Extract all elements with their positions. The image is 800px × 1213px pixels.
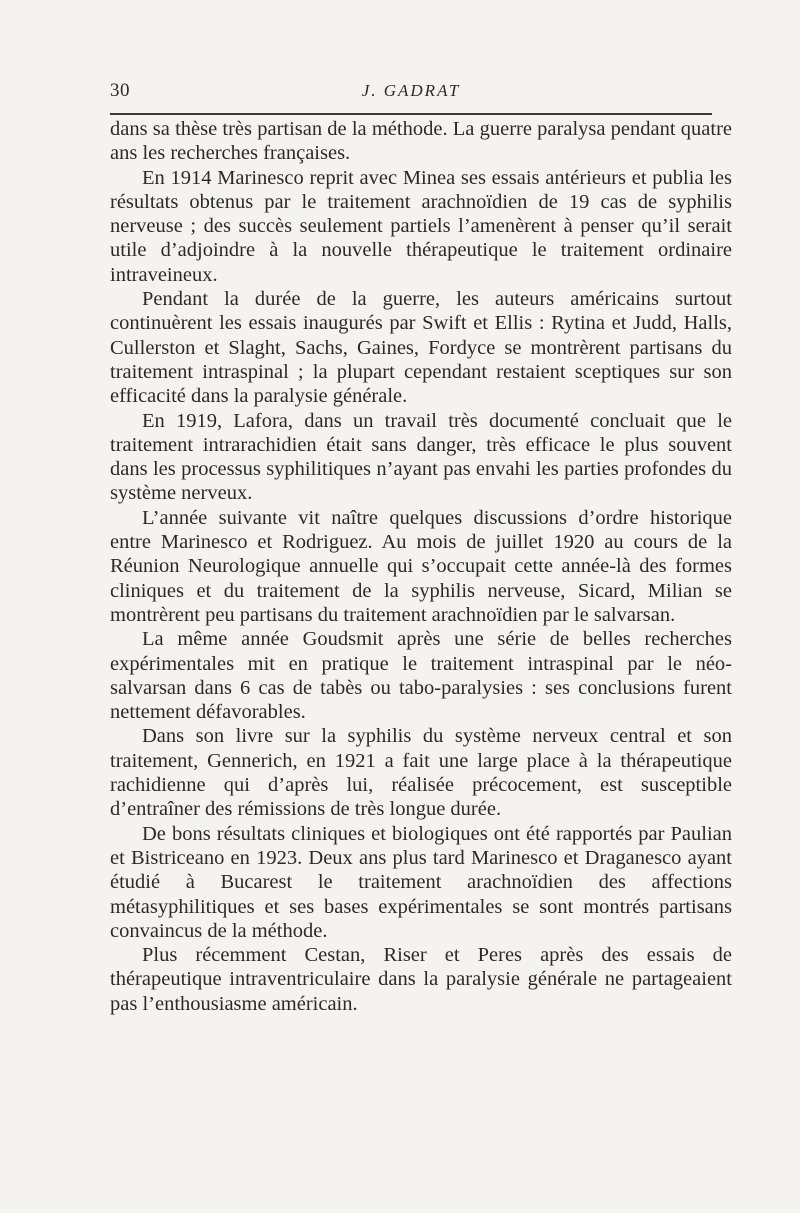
paragraph: En 1919, Lafora, dans un travail très documenté concluait que le traitement intrarachidien était sans danger, très efficace le plus souvent dans les processus syphilitiques n’ayant pas envahi les parties profondes du système nerveux. <box>110 409 732 505</box>
header-rule <box>110 113 712 115</box>
page-header <box>110 80 712 108</box>
paragraph: En 1914 Marinesco reprit avec Minea ses essais antérieurs et publia les résultats obtenus par le traitement arachnoïdien de 19 cas de syphilis nerveuse ; des succès seulement partiels l’amenèrent à penser qu’il serait utile d’adjoindre à la nouvelle thérapeutique le traitement ordinaire intraveineux. <box>110 166 732 286</box>
paragraph: De bons résultats cliniques et biologiques ont été rapportés par Paulian et Bistriceano en 1923. Deux ans plus tard Marinesco et Draganesco ayant étudié à Bucarest le traitement arachnoïdien des affections métasyphilitiques et ses bases expérimentales se sont montrés partisans convaincus de la méthode. <box>110 822 732 942</box>
running-title: J. GADRAT <box>361 81 461 100</box>
page-number: 30 <box>110 80 130 101</box>
paragraph: La même année Goudsmit après une série de belles recherches expérimentales mit en pratique le traitement intraspinal par le néo-salvarsan dans 6 cas de tabès ou tabo-paralysies : ses conclusions furent nettement défavorables. <box>110 628 732 724</box>
paragraph: L’année suivante vit naître quelques discussions d’ordre historique entre Marinesco et Rodriguez. Au mois de juillet 1920 au cours de la Réunion Neurologique annuelle qui s’occupait cette année-là des formes cliniques et du traitement de la syphilis nerveuse, Sicard, Milian se montrèrent peu partisans du traitement arachnoïdien par le salvarsan. <box>110 506 732 626</box>
body-text <box>110 117 732 1016</box>
paragraph: Pendant la durée de la guerre, les auteurs américains surtout continuèrent les essais inaugurés par Swift et Ellis : Rytina et Judd, Halls, Cullerston et Slaght, Sachs, Gaines, Fordyce se montrèrent partisans du traitement intraspinal ; la plupart cependant restaient sceptiques sur son efficacité dans la paralysie générale. <box>110 288 732 408</box>
paragraph: Dans son livre sur la syphilis du système nerveux central et son traitement, Gennerich, en 1921 a fait une large place à la thérapeutique rachidienne qui d’après lui, réalisée précocement, est susceptible d’entraîner des rémissions de très longue durée. <box>110 725 732 821</box>
paragraph: Plus récemment Cestan, Riser et Peres après des essais de thérapeutique intraventriculaire dans la paralysie générale ne partageaient pas l’enthousiasme américain. <box>110 944 732 1015</box>
paragraph-continued: dans sa thèse très partisan de la méthode. La guerre paralysa pendant quatre ans les recherches françaises. <box>110 118 732 165</box>
